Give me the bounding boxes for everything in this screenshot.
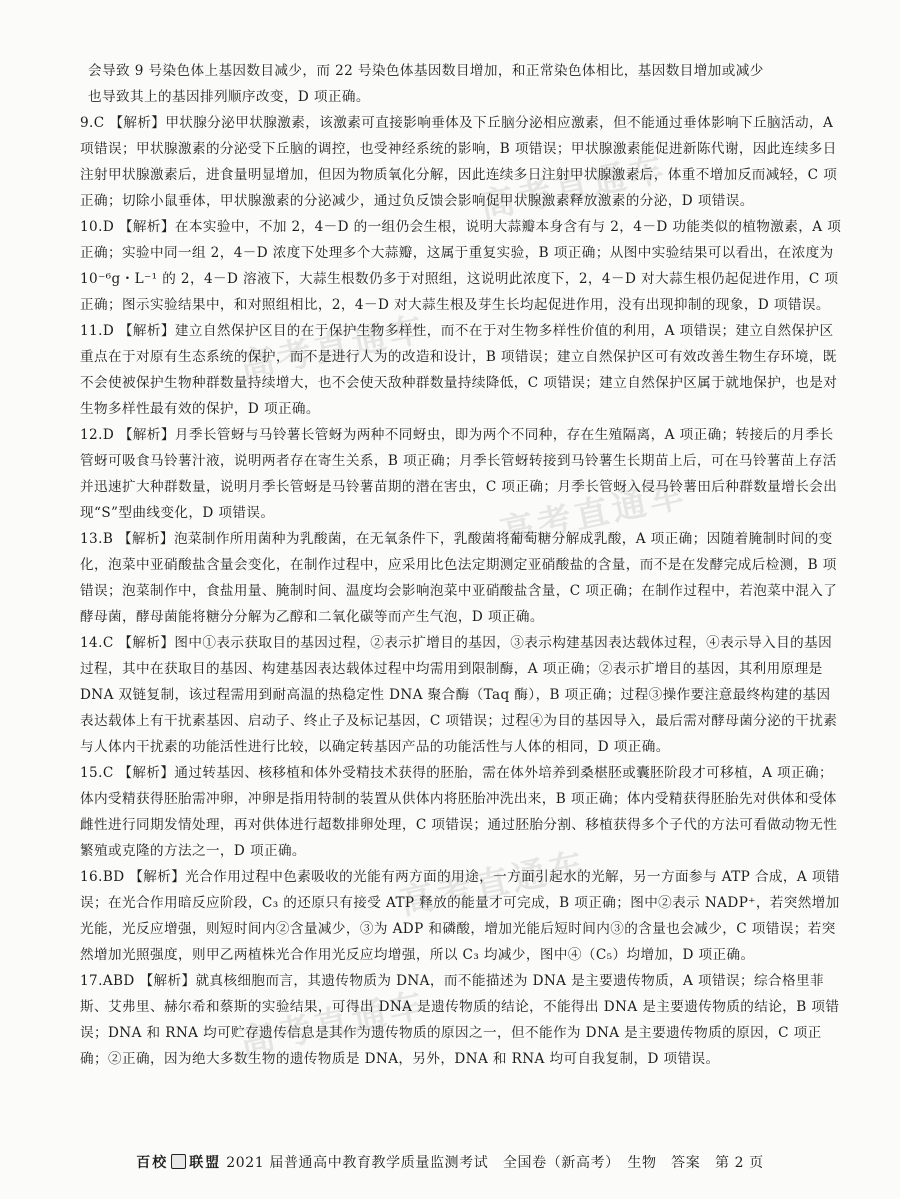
item-answer: C (93, 115, 105, 131)
answer-item-10 (80, 214, 842, 318)
continuation-line: 也导致其上的基因排列顺序改变，D 项正确。 (88, 89, 370, 105)
item-explanation: 就真核细胞而言，其遗传物质为 DNA，而不能描述为 DNA 是主要遗传物质，A 项错误；综合格里菲斯、艾弗里、赫尔希和蔡斯的实验结果，可得出 DNA 是遗传物质的结论，不能得出 DNA 是主要遗传物质的结论，B 项错误；DNA 和 RNA 均可贮存遗传信息是其作为遗传物质的原因之一，但不能作为 DNA 是主要遗传物质的原因，C 项正确；②正确，因为绝大多数生物的遗传物质是 DNA，另外，DNA 和 RNA 均可自我复制，D 项错误。 (80, 973, 840, 1067)
item-number: 15. (80, 765, 103, 781)
item-explanation: 通过转基因、核移植和体外受精技术获得的胚胎，需在体外培养到桑椹胚或囊胚阶段才可移植，A 项正确；体内受精获得胚胎需冲卵，冲卵是指用特制的装置从供体内将胚胎冲洗出来，B 项正确；体内受精获得胚胎先对供体和受体雌性进行同期发情处理，再对供体进行超数排卵处理，C 项错误；通过胚胎分割、移植获得多个子代的方法可看做动物无性繁殖或克隆的方法之一，D 项正确。 (80, 765, 838, 859)
item-tag: 【解析】 (118, 323, 175, 339)
brand-right: 联盟 (189, 1155, 222, 1171)
item-number: 12. (80, 427, 103, 443)
item-explanation: 图中①表示获取目的基因过程，②表示扩增目的基因，③表示构建基因表达载体过程，④表示导入目的基因过程，其中在获取目的基因、构建基因表达载体过程中均需用到限制酶，A 项正确；②表示扩增目的基因，其利用原理是 DNA 双链复制，该过程需用到耐高温的热稳定性 DNA 聚合酶（Taq 酶），B 项正确；过程③操作要注意最终构建的基因表达载体上有干扰素基因、启动子、终止子及标记基因，C 项错误；过程④为目的基因导入，最后需对酵母菌分泌的干扰素与人体内干扰素的功能活性进行比较，以确定转基因产品的功能活性与人体的相同，D 项正确。 (80, 635, 838, 755)
item-tag: 【解析】 (118, 427, 175, 443)
item-explanation: 月季长管蚜与马铃薯长管蚜为两种不同蚜虫，即为两个不同种，存在生殖隔离，A 项正确；转接后的月季长管蚜可吸食马铃薯汁液，说明两者存在寄生关系，B 项正确；月季长管蚜转接到马铃薯生长期苗上后，可在马铃薯苗上存活并迅速扩大种群数量，说明月季长管蚜是马铃薯苗期的潜在害虫，C 项正确；月季长管蚜入侵马铃薯田后种群数量增长会出现“S”型曲线变化，D 项错误。 (80, 427, 838, 521)
answer-item-9 (80, 110, 842, 214)
item-tag: 【解析】 (118, 219, 175, 235)
item-explanation: 建立自然保护区目的在于保护生物多样性，而不在于对生物多样性价值的利用，A 项错误；建立自然保护区重点在于对原有生态系统的保护，而不是进行人为的改造和设计，B 项错误；建立自然保护区可有效改善生物生存环境，既不会使被保护生物种群数量持续增大，也不会使天敌种群数量持续降低，C 项错误；建立自然保护区属于就地保护，也是对生物多样性最有效的保护，D 项正确。 (80, 323, 838, 417)
item-number: 13. (80, 531, 103, 547)
answer-item-11 (80, 318, 842, 422)
item-number: 9. (80, 115, 94, 131)
watermark: 高考直通车 (236, 984, 431, 1064)
page-footer (0, 1152, 900, 1172)
item-answer: BD (102, 869, 125, 885)
item-answer: B (102, 531, 114, 547)
brand-left: 百校 (136, 1155, 169, 1171)
watermark: 高考直通车 (476, 148, 671, 228)
item-answer: D (102, 219, 115, 235)
answer-item-16 (80, 864, 842, 968)
answer-content (80, 58, 842, 1072)
item-tag: 【解析】 (129, 869, 186, 885)
item-tag: 【解析】 (117, 531, 174, 547)
item-number: 16. (80, 869, 103, 885)
item-explanation: 甲状腺分泌甲状腺激素，该激素可直接影响垂体及下丘脑分泌相应激素，但不能通过垂体影响下丘脑活动，A 项错误；甲状腺激素的分泌受下丘脑的调控，也受神经系统的影响，B 项错误；甲状腺激素能促进新陈代谢，因此连续多日注射甲状腺激素后，进食量明显增加，但因为物质氧化分解，因此连续多日注射甲状腺激素后，体重不增加反而减轻，C 项正确；切除小鼠垂体，甲状腺激素的分泌减少，通过负反馈会影响促甲状腺激素释放激素的分泌，D 项错误。 (80, 115, 838, 209)
item-explanation: 在本实验中，不加 2，4－D 的一组仍会生根，说明大蒜瓣本身含有与 2，4－D 功能类似的植物激素，A 项正确；实验中同一组 2，4－D 浓度下处理多个大蒜瓣，这属于重复实验，B 项正确；从图中实验结果可以看出，在浓度为 10⁻⁶g・L⁻¹ 的 2，4－D 溶液下，大蒜生根数仍多于对照组，这说明此浓度下，2，4－D 对大蒜生根仍起促进作用，C 项正确；图示实验结果中，和对照组相比，2，4－D 对大蒜生根及芽生长均起促进作用，没有出现抑制的现象，D 项错误。 (80, 219, 842, 313)
watermark: 高考直通车 (236, 308, 431, 388)
item-answer: ABD (102, 973, 135, 989)
item-number: 14. (80, 635, 103, 651)
watermark: 高考直通车 (496, 474, 691, 554)
item-tag: 【解析】 (109, 115, 166, 131)
item-answer: C (102, 765, 114, 781)
item-answer: D (102, 427, 115, 443)
item-number: 10. (80, 219, 103, 235)
item-explanation: 泡菜制作所用菌种为乳酸菌，在无氧条件下，乳酸菌将葡萄糖分解成乳酸，A 项正确；因随着腌制时间的变化，泡菜中亚硝酸盐含量会变化，在制作过程中，应采用比色法定期测定亚硝酸盐的含量，而不是在发酵完成后检测，B 项错误；泡菜制作中，食盐用量、腌制时间、温度均会影响泡菜中亚硝酸盐含量，C 项正确；在制作过程中，若泡菜中混入了酵母菌，酵母菌能将糖分分解为乙醇和二氧化碳等而产生气泡，D 项正确。 (80, 531, 838, 625)
item-number: 17. (80, 973, 103, 989)
watermark: 高考直通车 (396, 844, 591, 924)
item-number: 11. (80, 323, 103, 339)
footer-text: 2021 届普通高中教育教学质量监测考试 全国卷（新高考） 生物 答案 第 2 页 (226, 1155, 764, 1171)
item-tag: 【解析】 (118, 635, 175, 651)
item-tag: 【解析】 (139, 973, 196, 989)
item-answer: D (102, 323, 115, 339)
answer-item-13 (80, 526, 842, 630)
answer-item-12 (80, 422, 842, 526)
answer-item-15 (80, 760, 842, 864)
answer-item-17 (80, 968, 842, 1072)
answer-item-14 (80, 630, 842, 760)
continuation-line: 会导致 9 号染色体上基因数目减少，而 22 号染色体基因数目增加，和正常染色体相比，基因数目增加或减少 (88, 63, 764, 79)
brand-logo-icon (171, 1154, 186, 1169)
item-tag: 【解析】 (118, 765, 175, 781)
item-explanation: 光合作用过程中色素吸收的光能有两方面的用途，一方面引起水的光解，另一方面参与 ATP 合成，A 项错误；在光合作用暗反应阶段，C₃ 的还原只有接受 ATP 释放的能量才可完成，B 项正确；图中②表示 NADP⁺，若突然增加光能，光反应增强，则短时间内②含量减少，③为 ADP 和磷酸，增加光能后短时间内③的含量也会减少，C 项错误；若突然增加光照强度，则甲乙两植株光合作用光反应均增强，所以 C₃ 均减少，图中④（C₅）均增加，D 项正确。 (80, 869, 840, 963)
item-answer: C (102, 635, 114, 651)
